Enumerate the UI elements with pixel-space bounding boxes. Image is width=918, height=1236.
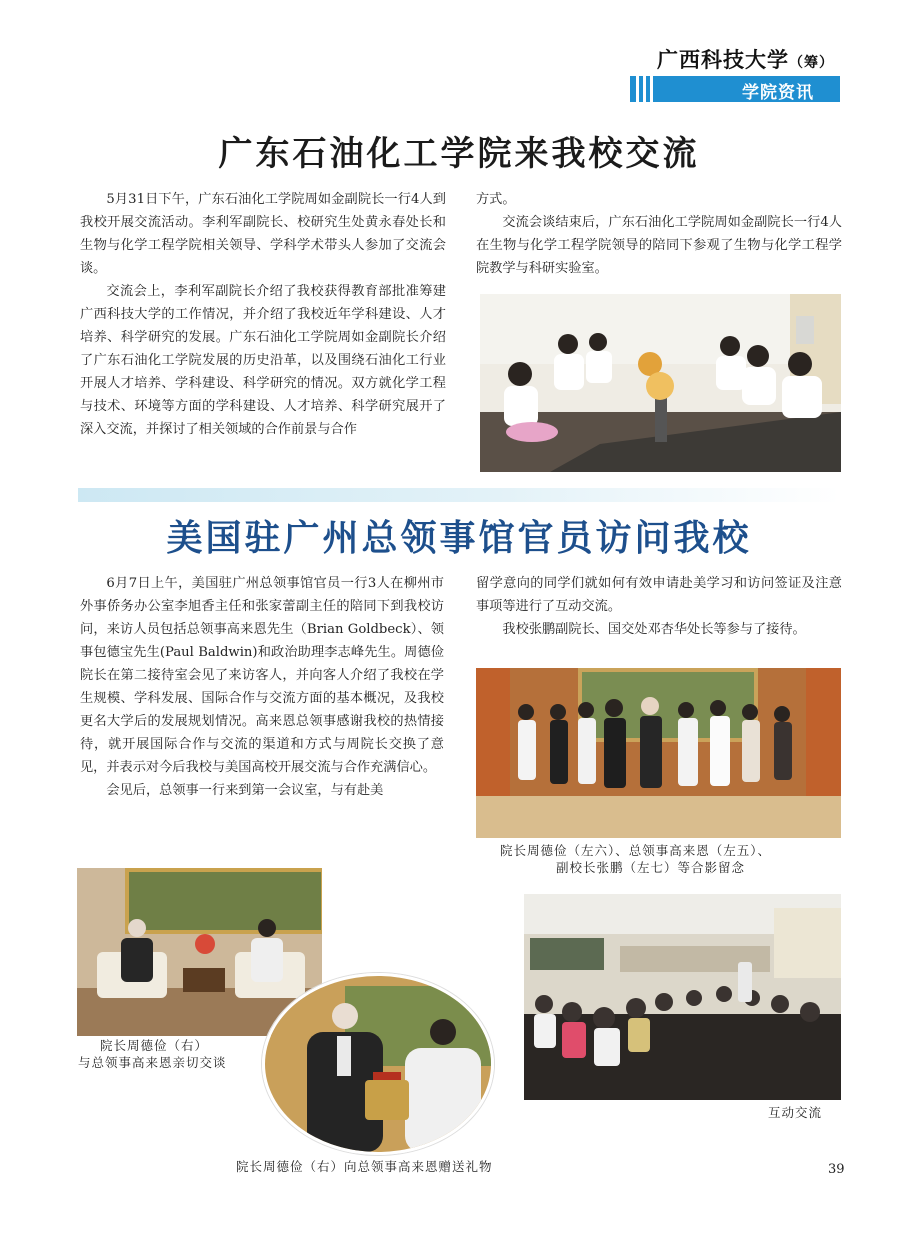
article2-paragraph: 我校张鹏副院长、国交处邓杏华处长等参与了接待。 xyxy=(502,622,806,637)
article1-right-column xyxy=(476,188,842,288)
section-label: 学院资讯 xyxy=(742,83,814,103)
article2-paragraph: 6月7日上午，美国驻广州总领事馆官员一行3人在柳州市外事侨务办公室李旭香主任和张家蕾副主任的陪同下到我校访问，来访人员包括总领事高来恩先生（Brian Goldbeck）、领事包德宝先生(Paul Baldwin)和政治助理李志峰先生。周德俭院长在第二接待室会见了来访客人，并向客人介绍了我校在学生规模、学科发展、国际合作与交流方面的基本概况，及我校更名大学后的发展规划情况。高来恩总领事感谢我校的热情接待，就开展国际合作与交流的渠道和方式与周院长交换了意见，并表示对今后我校与美国高校开展交流与合作充满信心。 xyxy=(80,576,444,775)
group-photo-caption-line1: 院长周德俭（左六）、总领事高来恩（左五）、 xyxy=(500,843,772,858)
banner-stripe xyxy=(643,76,646,102)
banner-stripe xyxy=(636,76,639,102)
banner-stripe xyxy=(650,76,653,102)
article1-left-column xyxy=(80,188,446,478)
article1-paragraph: 交流会上，李利军副院长介绍了我校获得教育部批准筹建广西科技大学的工作情况，并介绍了我校近年学科建设、人才培养、科学研究的发展。广东石油化工学院周如金副院长介绍了广东石油化工学院发展的历史沿革，以及围绕石油化工行业开展人才培养、学科建设、科学研究的情况。双方就化学工程与技术、环境等方面的学科建设、人才培养、科学研究展开了深入交流，并探讨了相关领域的合作前景与合作 xyxy=(80,284,446,437)
exchange-photo-caption: 互动交流 xyxy=(768,1105,823,1120)
talk-photo-caption-line2: 与总领事高来恩亲切交谈 xyxy=(78,1055,227,1070)
group-photo xyxy=(476,668,841,838)
article1-headline: 广东石油化工学院来我校交流 xyxy=(218,134,700,174)
group-photo-caption-line2: 副校长张鹏（左七）等合影留念 xyxy=(556,860,746,875)
article2-left-column xyxy=(80,572,444,858)
meeting-photo xyxy=(480,294,841,472)
article1-paragraph: 交流会谈结束后，广东石油化工学院周如金副院长一行4人在生物与化学工程学院领导的陪同下参观了生物与化学工程学院教学与科研实验室。 xyxy=(476,215,842,276)
magazine-subtitle: （筹） xyxy=(789,55,834,71)
gift-photo xyxy=(262,973,494,1155)
gift-photo-caption: 院长周德俭（右）向总领事高来恩赠送礼物 xyxy=(236,1159,493,1174)
article2-continuation: 留学意向的同学们就如何有效申请赴美学习和访问签证及注意事项等进行了互动交流。 xyxy=(476,576,842,614)
article1-paragraph: 5月31日下午，广东石油化工学院周如金副院长一行4人到我校开展交流活动。李利军副院长、校研究生处黄永春处长和生物与化学工程学院相关领导、学科学术带头人参加了交流会谈。 xyxy=(80,192,446,276)
section-banner xyxy=(630,76,840,102)
magazine-title xyxy=(657,44,834,74)
exchange-photo xyxy=(524,894,841,1100)
magazine-title-text: 广西科技大学 xyxy=(657,47,789,72)
page-number: 39 xyxy=(828,1162,845,1177)
article2-right-column xyxy=(476,572,842,668)
article2-paragraph: 会见后，总领事一行来到第一会议室，与有赴美 xyxy=(106,783,384,798)
talk-photo-caption-line1: 院长周德俭（右） xyxy=(100,1038,209,1053)
article1-continuation: 方式。 xyxy=(476,192,516,207)
article2-headline: 美国驻广州总领事馆官员访问我校 xyxy=(166,517,752,559)
article-divider xyxy=(78,488,840,502)
